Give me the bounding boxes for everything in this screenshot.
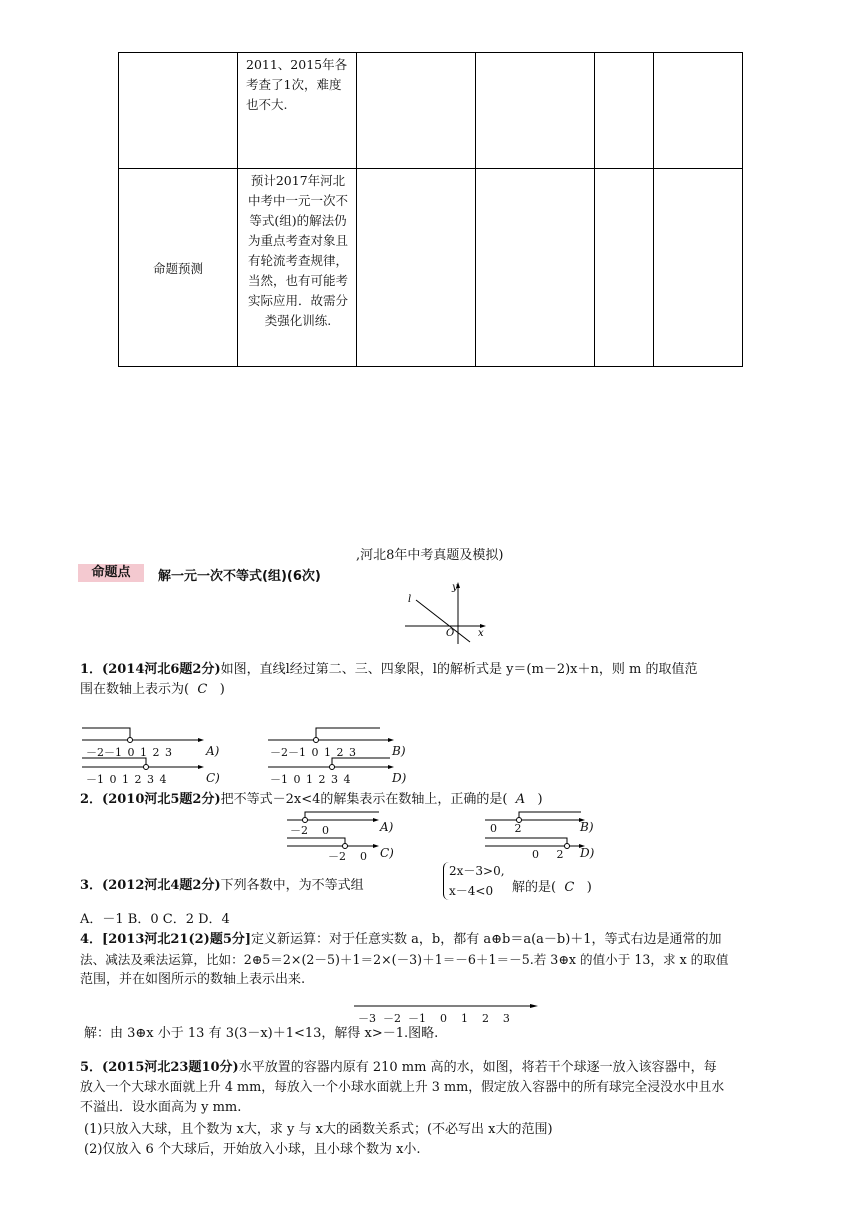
origin-label: O: [446, 628, 455, 639]
q4-solution: 解：由 3⊕x 小于 13 有 3(3－x)＋1<13，解得 x>－1.图略.: [84, 1026, 439, 1041]
q1-option-b: B): [392, 744, 406, 758]
table-cell-desc-1: [238, 53, 357, 169]
q1-axis-c: －1 0 1 2 3 4: [86, 773, 167, 786]
q1-axis-a: －2－1 0 1 2 3: [86, 746, 172, 759]
table-row1-text: 2011、2015年各考查了1次，难度也不大.: [246, 57, 348, 112]
question-1: 1．(2014河北6题2分)如图，直线l经过第二、三、四象限，l的解析式是 y＝(m－2)x＋n，则 m 的取值范: [80, 662, 698, 677]
x-axis-label: x: [478, 628, 484, 639]
question-5-sub2: (2)仅放入 6 个大球后，开始放入小球，且小球个数为 x小.: [84, 1142, 421, 1157]
q2-option-d: D): [580, 846, 595, 860]
table-row2-text: 预计2017年河北中考中一元一次不等式(组)的解法仍为重点考查对象且有轮流考查规律，当然，也有可能考实际应用．故需分类强化训练.: [247, 173, 348, 328]
question-5: 5．(2015河北23题10分)水平放置的容器内原有 210 mm 高的水，如图，将若干个球逐一放入该容器中，每: [80, 1060, 717, 1075]
table-cell-label: [119, 169, 238, 367]
q3-system-line2: x－4<0: [449, 884, 494, 898]
q2-axis-c: －2 0: [328, 850, 367, 863]
table-cell-desc-2: [238, 169, 357, 367]
q1-axis-b: －2－1 0 1 2 3: [270, 746, 356, 759]
q1-option-a: A): [206, 744, 220, 758]
table-row2-label: 命题预测: [152, 260, 203, 276]
q1-option-d: D): [392, 771, 407, 785]
question-1-line2: 围在数轴上表示为( C ): [80, 682, 225, 697]
exam-analysis-table: [118, 52, 743, 367]
topic-tag: 命题点: [78, 564, 144, 582]
q1-axis-d: －1 0 1 2 3 4: [270, 773, 351, 786]
question-2: 2．(2010河北5题2分)把不等式－2x<4的解集表示在数轴上，正确的是( A ): [80, 792, 543, 807]
question-3: 3．(2012河北4题2分)下列各数中，为不等式组: [80, 878, 364, 893]
q2-option-a: A): [380, 820, 394, 834]
question-4: 4．[2013河北21(2)题5分]定义新运算：对于任意实数 a，b，都有 a⊕b＝a(a－b)＋1，等式右边是通常的加: [80, 932, 722, 947]
question-5-line3: 不溢出．设水面高为 y mm.: [80, 1100, 242, 1115]
q3-choices: A．－1 B．0 C．2 D．4: [80, 912, 230, 927]
q3-system-line1: 2x－3>0,: [449, 864, 505, 878]
question-5-line2: 放入一个大球水面就上升 4 mm，每放入一个小球水面就上升 3 mm，假定放入容器中的所有球完全浸没水中且水: [80, 1080, 725, 1095]
y-axis-label: y: [452, 582, 458, 593]
q2-answer: A: [515, 792, 526, 807]
question-4-line3: 范围，并在如图所示的数轴上表示出来.: [80, 972, 306, 987]
q3-tail: 解的是( C ): [512, 880, 592, 895]
topic-title: 解一元一次不等式(组)(6次): [158, 569, 321, 584]
line-label: l: [408, 594, 412, 605]
q1-answer: C: [197, 682, 208, 697]
question-4-line2: 法、减法及乘法运算，比如：2⊕5＝2×(2－5)＋1＝2×(－3)＋1＝－6＋1＝－5.若 3⊕x 的值小于 13，求 x 的取值: [80, 952, 729, 967]
line-graph-figure: [400, 582, 490, 646]
q2-axis-a: －2 0: [290, 824, 329, 837]
q2-axis-d: 0 2: [532, 848, 564, 861]
section-title: ,河北8年中考真题及模拟): [356, 548, 504, 563]
q2-axis-b: 0 2: [490, 822, 522, 835]
table-cell-empty: [119, 53, 238, 169]
q4-axis-labels: －3 －2 －1 0 1 2 3: [358, 1012, 510, 1025]
q3-answer: C: [564, 880, 575, 895]
q2-option-b: B): [580, 820, 594, 834]
question-5-sub1: (1)只放入大球，且个数为 x大，求 y 与 x大的函数关系式；(不必写出 x大的范围): [84, 1122, 553, 1137]
q1-option-c: C): [206, 771, 220, 785]
q2-option-c: C): [380, 846, 394, 860]
